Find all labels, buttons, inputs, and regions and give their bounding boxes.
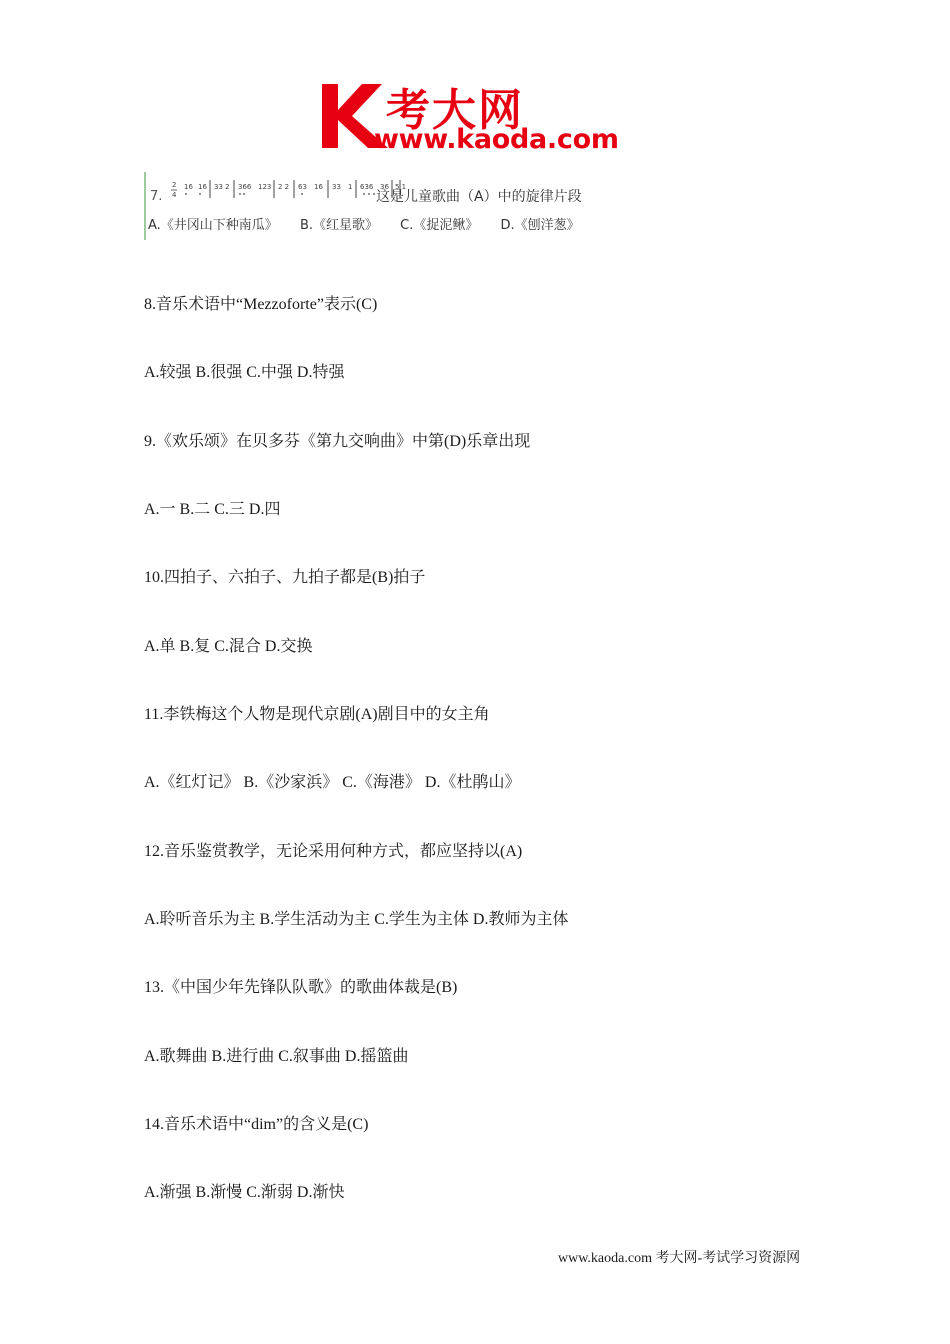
site-logo[interactable]	[318, 80, 638, 160]
logo-title: 考大网	[386, 85, 524, 136]
question-number: 7.	[150, 189, 163, 204]
question-11: 11.李铁梅这个人物是现代京剧(A)剧目中的女主角	[144, 706, 490, 723]
question-10: 10.四拍子、六拍子、九拍子都是(B)拍子	[144, 569, 426, 586]
option-b: B.《红星歌》	[299, 218, 379, 233]
option-c: C.《捉泥鳅》	[400, 218, 479, 233]
logo-url: www.kaoda.com	[374, 124, 619, 155]
svg-text:636: 636	[360, 183, 374, 191]
svg-text:33: 33	[332, 183, 341, 191]
svg-text:2 2: 2 2	[278, 183, 290, 191]
footer-text: www.kaoda.com 考大网-考试学习资源网	[558, 1251, 801, 1266]
svg-text:33 2: 33 2	[214, 183, 230, 191]
svg-text:5 1: 5 1	[395, 183, 407, 191]
question-8-options: A.较强 B.很强 C.中强 D.特强	[144, 364, 345, 381]
question-8: 8.音乐术语中“Mezzoforte”表示(C)	[144, 296, 378, 313]
svg-text:63: 63	[298, 183, 307, 191]
question-7-text: 这是儿童歌曲（A）中的旋律片段	[376, 189, 582, 205]
question-12: 12.音乐鉴赏教学，无论采用何种方式，都应坚持以(A)	[144, 843, 523, 860]
question-14: 14.音乐术语中“dim”的含义是(C)	[144, 1116, 369, 1133]
svg-text:16: 16	[314, 183, 323, 191]
question-12-options: A.聆听音乐为主 B.学生活动为主 C.学生为主体 D.教师为主体	[144, 911, 569, 928]
option-d: D.《刨洋葱》	[500, 218, 580, 233]
svg-text:16: 16	[198, 183, 207, 191]
svg-text:1: 1	[348, 183, 353, 191]
svg-text:36: 36	[380, 183, 389, 191]
question-13-options: A.歌舞曲 B.进行曲 C.叙事曲 D.摇篮曲	[144, 1048, 409, 1065]
svg-text:366: 366	[238, 183, 252, 191]
question-13: 13.《中国少年先锋队队歌》的歌曲体裁是(B)	[144, 979, 458, 996]
svg-text:123: 123	[258, 183, 272, 191]
option-a: A.《井冈山下种南瓜》	[148, 218, 278, 233]
question-7-image	[144, 172, 614, 240]
question-14-options: A.渐强 B.渐慢 C.渐弱 D.渐快	[144, 1184, 345, 1201]
accent-bar	[144, 172, 146, 240]
svg-text:2: 2	[172, 181, 177, 189]
question-9: 9.《欢乐颂》在贝多芬《第九交响曲》中第(D)乐章出现	[144, 433, 531, 450]
svg-text:16: 16	[184, 183, 193, 191]
question-11-options: A.《红灯记》 B.《沙家浜》 C.《海港》 D.《杜鹃山》	[144, 774, 521, 791]
question-9-options: A.一 B.二 C.三 D.四	[144, 501, 281, 518]
question-10-options: A.单 B.复 C.混合 D.交换	[144, 638, 313, 655]
question-7-options	[148, 214, 598, 233]
svg-text:4: 4	[172, 191, 177, 199]
